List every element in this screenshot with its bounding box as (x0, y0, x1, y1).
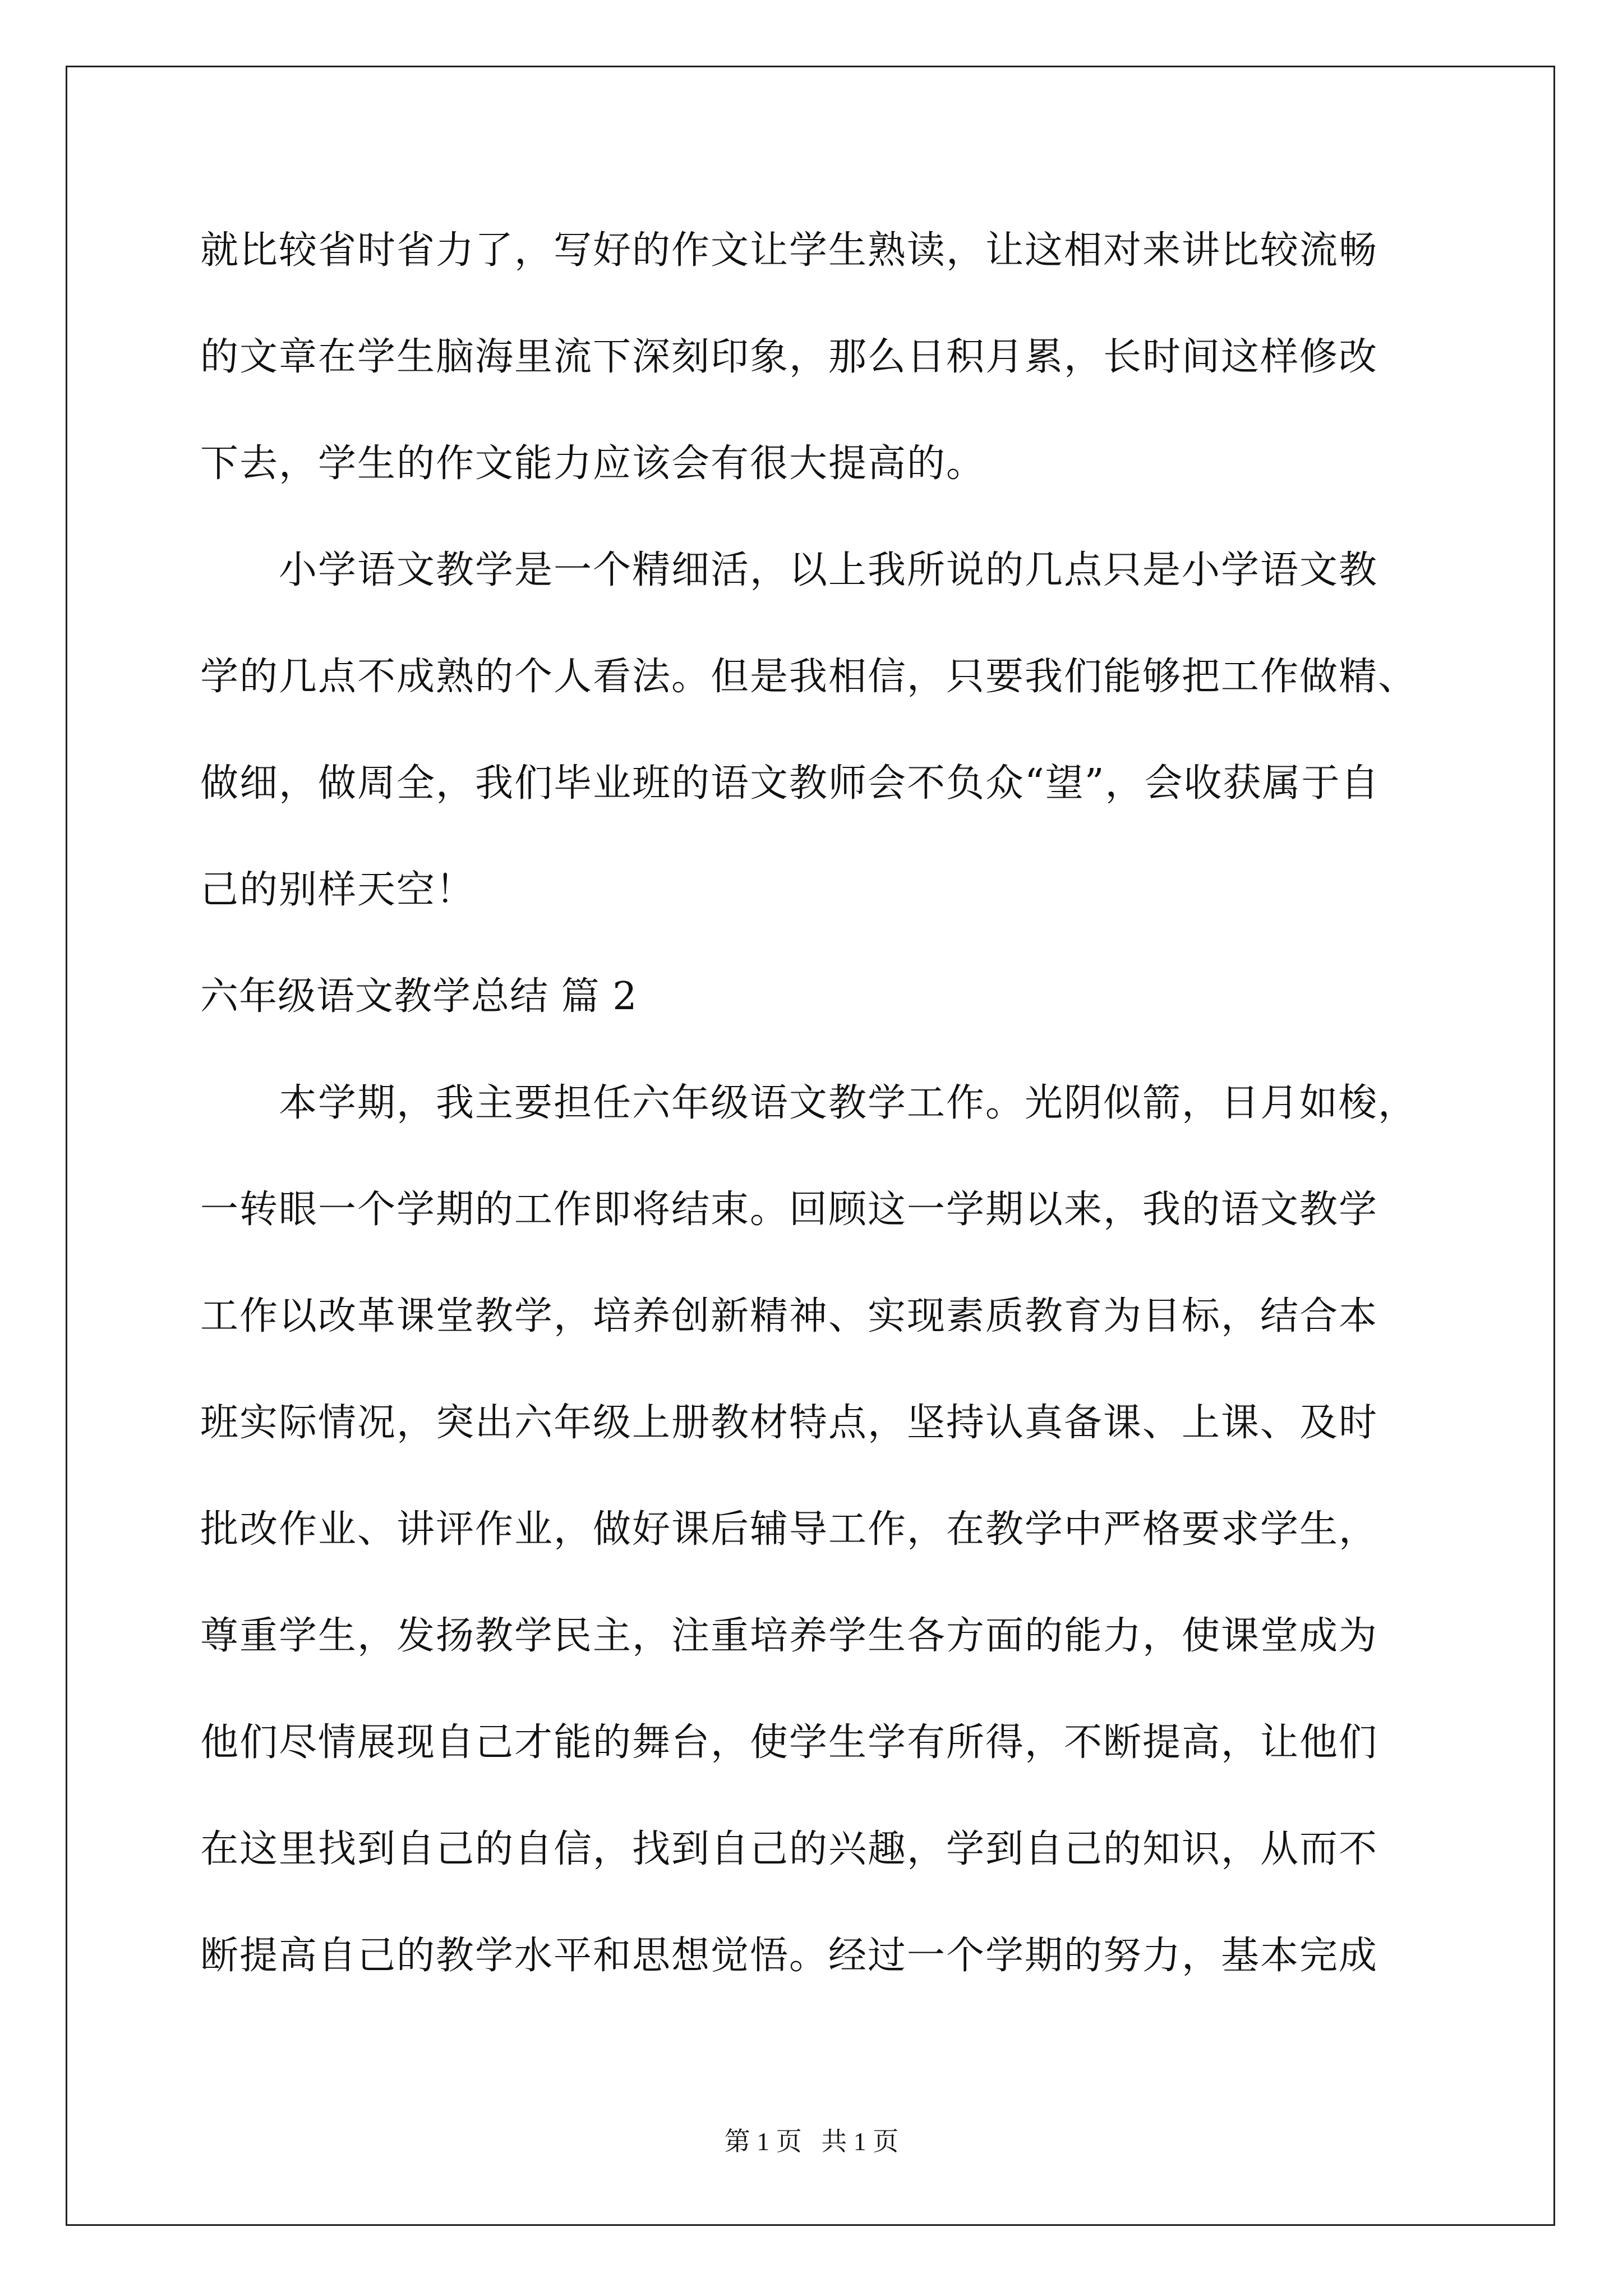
text-line: 工作以改革课堂教学，培养创新精神、实现素质教育为目标，结合本 (200, 1294, 1378, 1338)
text-line: 做细，做周全，我们毕业班的语文教师会不负众“望”，会收获属于自 (200, 761, 1380, 806)
text-line: 学的几点不成熟的个人看法。但是我相信，只要我们能够把工作做精、 (200, 655, 1418, 699)
section-heading: 六年级语文教学总结 篇 2 (200, 974, 638, 1019)
page-number-footer: 第 1 页 共 1 页 (724, 2127, 899, 2156)
text-line: 班实际情况，突出六年级上册教材特点，坚持认真备课、上课、及时 (200, 1401, 1378, 1445)
text-line: 就比较省时省力了，写好的作文让学生熟读，让这相对来讲比较流畅 (200, 228, 1378, 273)
text-line: 的文章在学生脑海里流下深刻印象，那么日积月累，长时间这样修改 (200, 335, 1378, 379)
text-line: 在这里找到自己的自信，找到自己的兴趣，学到自己的知识，从而不 (200, 1827, 1378, 1871)
text-line: 他们尽情展现自己才能的舞台，使学生学有所得，不断提高，让他们 (200, 1720, 1378, 1765)
page-border (66, 66, 1555, 2226)
paragraph-first-line: 小学语文教学是一个精细活，以上我所说的几点只是小学语文教 (279, 548, 1378, 592)
text-line: 断提高自己的教学水平和思想觉悟。经过一个学期的努力，基本完成 (200, 1934, 1378, 1978)
text-line: 批改作业、讲评作业，做好课后辅导工作，在教学中严格要求学生， (200, 1507, 1378, 1552)
text-line: 一转眼一个学期的工作即将结束。回顾这一学期以来，我的语文教学 (200, 1188, 1378, 1232)
text-line: 下去，学生的作文能力应该会有很大提高的。 (200, 441, 986, 486)
text-line: 己的别样天空！ (200, 868, 476, 912)
text-line: 尊重学生，发扬教学民主，注重培养学生各方面的能力，使课堂成为 (200, 1614, 1378, 1658)
paragraph-first-line: 本学期，我主要担任六年级语文教学工作。光阴似箭，日月如梭， (279, 1081, 1418, 1125)
